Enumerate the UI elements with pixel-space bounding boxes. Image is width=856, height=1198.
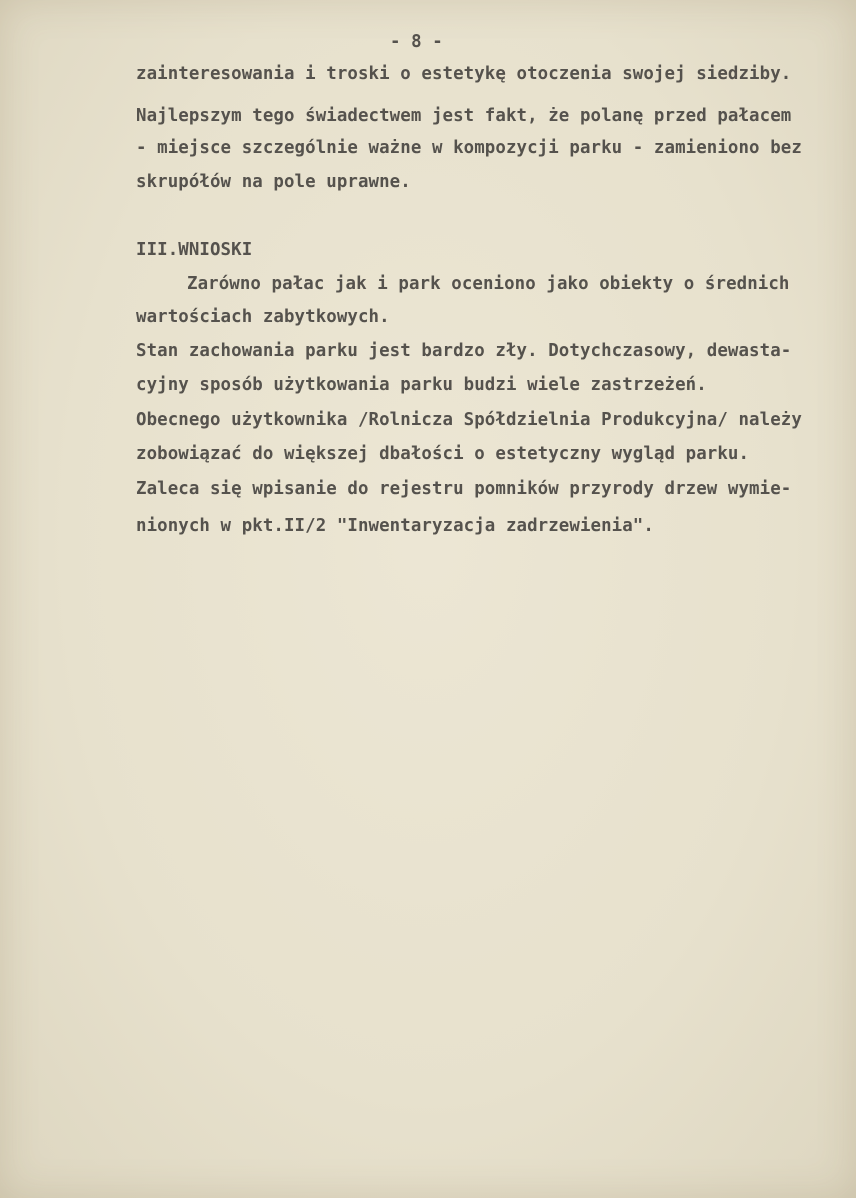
section-heading: III.WNIOSKI [136, 240, 253, 260]
text-line: Obecnego użytkownika /Rolnicza Spółdzielnia Produkcyjna/ należy [136, 410, 802, 430]
text-line: nionych w pkt.II/2 "Inwentaryzacja zadrzewienia". [136, 516, 654, 536]
text-line: Zaleca się wpisanie do rejestru pomników przyrody drzew wymie- [136, 479, 792, 499]
text-line: skrupółów na pole uprawne. [136, 172, 411, 192]
text-line: - miejsce szczególnie ważne w kompozycji parku - zamieniono bez [136, 138, 802, 158]
text-line: Zarówno pałac jak i park oceniono jako obiekty o średnich [187, 274, 790, 294]
text-line: cyjny sposób użytkowania parku budzi wiele zastrzeżeń. [136, 375, 707, 395]
text-line: zobowiązać do większej dbałości o estetyczny wygląd parku. [136, 444, 750, 464]
text-line: wartościach zabytkowych. [136, 307, 390, 327]
text-line: zainteresowania i troski o estetykę otoczenia swojej siedziby. [136, 64, 792, 84]
text-line: Najlepszym tego świadectwem jest fakt, że polanę przed pałacem [136, 106, 792, 126]
text-line: Stan zachowania parku jest bardzo zły. Dotychczasowy, dewasta- [136, 341, 792, 361]
page-number: - 8 - [390, 32, 443, 52]
